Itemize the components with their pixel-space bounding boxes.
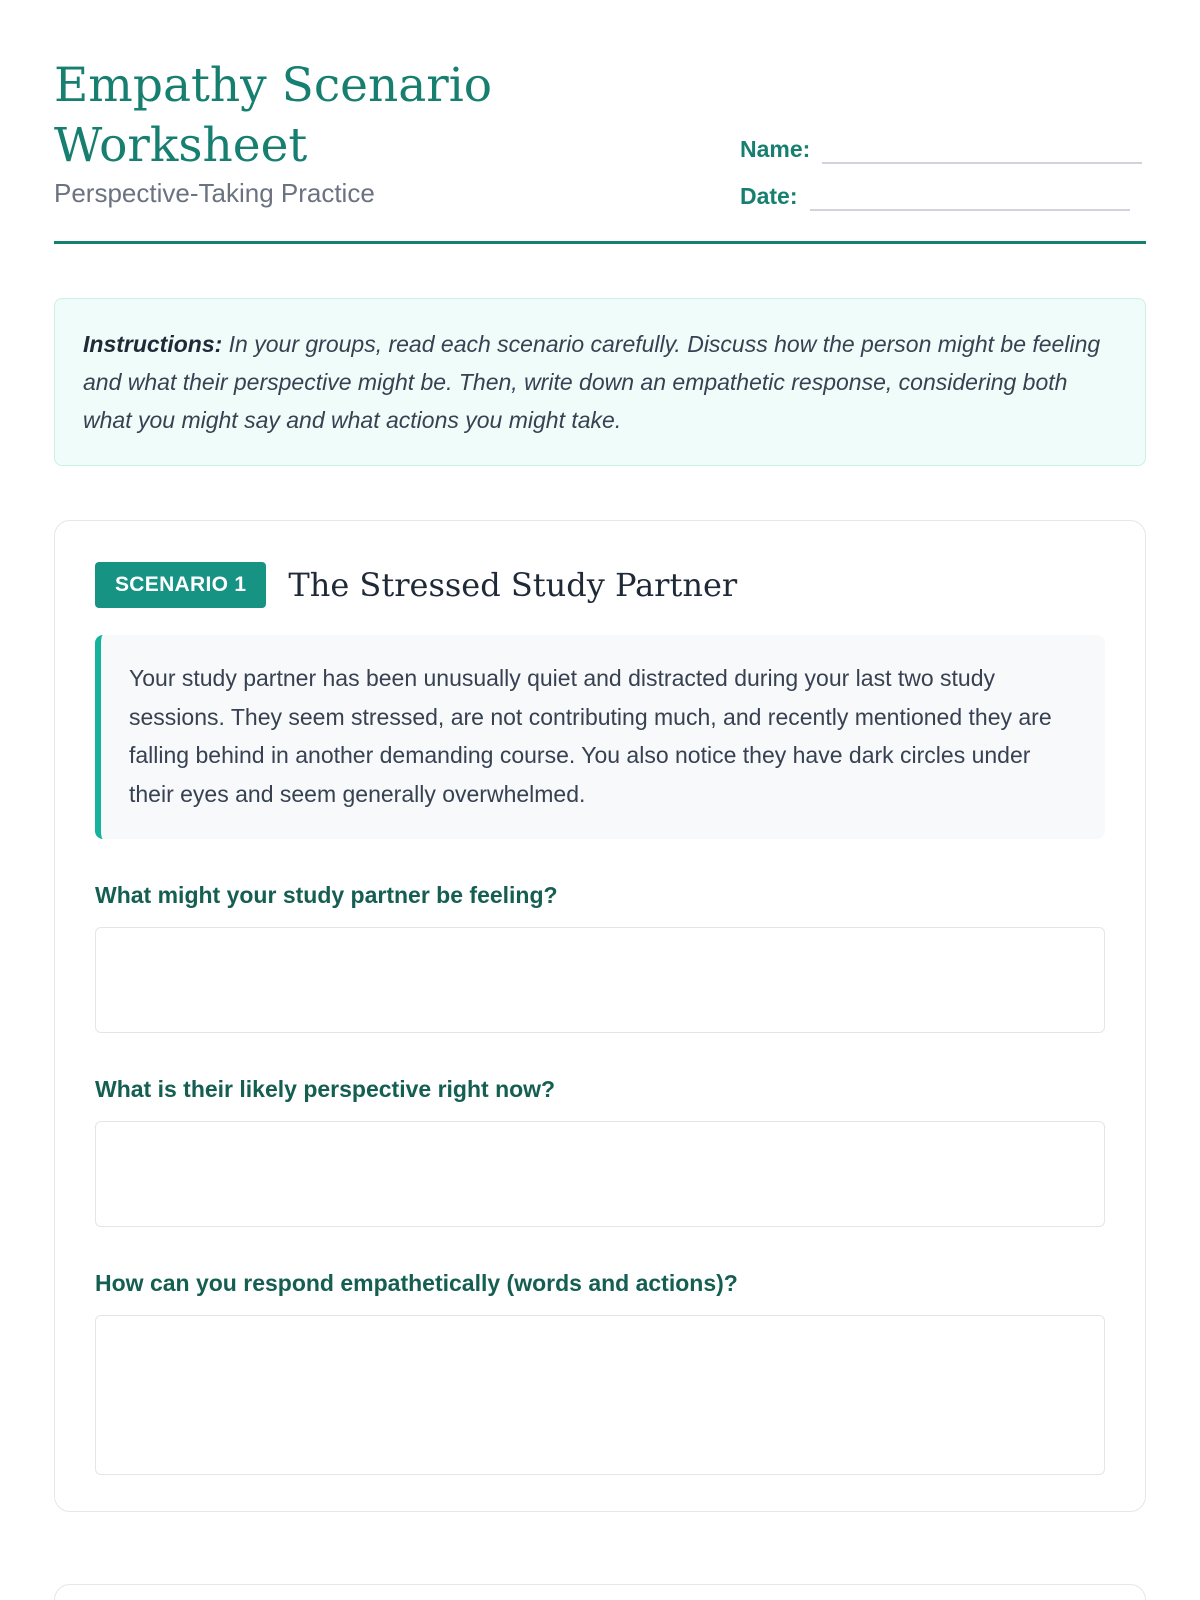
- scenario-description: Your study partner has been unusually quiet and distracted during your last two study sessions. They seem stressed, are not contributing much, and recently mentioned they are falling behind in another demanding course. You also notice they have dark circles under their eyes and seem generally overwhelmed.: [95, 635, 1105, 839]
- scenario-title: The Stressed Study Partner: [288, 566, 738, 604]
- worksheet-header: [54, 0, 1146, 244]
- name-input-line[interactable]: [822, 136, 1142, 164]
- question-perspective: What is their likely perspective right now?: [95, 1076, 556, 1102]
- answer-box-response[interactable]: [95, 1315, 1105, 1475]
- instructions-box: [54, 298, 1146, 466]
- date-field: [740, 181, 1130, 211]
- next-scenario-card: [54, 1584, 1146, 1600]
- answer-box-feeling[interactable]: [95, 927, 1105, 1033]
- date-label: Date:: [740, 183, 798, 209]
- instructions-label: Instructions:: [83, 331, 223, 357]
- page-title: Empathy Scenario Worksheet: [54, 58, 493, 173]
- instructions-text: In your groups, read each scenario carefully. Discuss how the person might be feeling and what their perspective might be. Then, write down an empathetic response, considering both what you might say and what actions you might take.: [83, 331, 1101, 433]
- date-input-line[interactable]: [810, 183, 1130, 211]
- page-subtitle: Perspective-Taking Practice: [54, 178, 375, 208]
- question-response: How can you respond empathetically (words and actions)?: [95, 1270, 738, 1296]
- scenario-card: [54, 520, 1146, 1512]
- name-field: [740, 134, 1142, 164]
- name-label: Name:: [740, 136, 811, 162]
- answer-box-perspective[interactable]: [95, 1121, 1105, 1227]
- scenario-badge: SCENARIO 1: [95, 562, 266, 608]
- question-feeling: What might your study partner be feeling?: [95, 882, 558, 908]
- scenario-header: [95, 561, 1105, 609]
